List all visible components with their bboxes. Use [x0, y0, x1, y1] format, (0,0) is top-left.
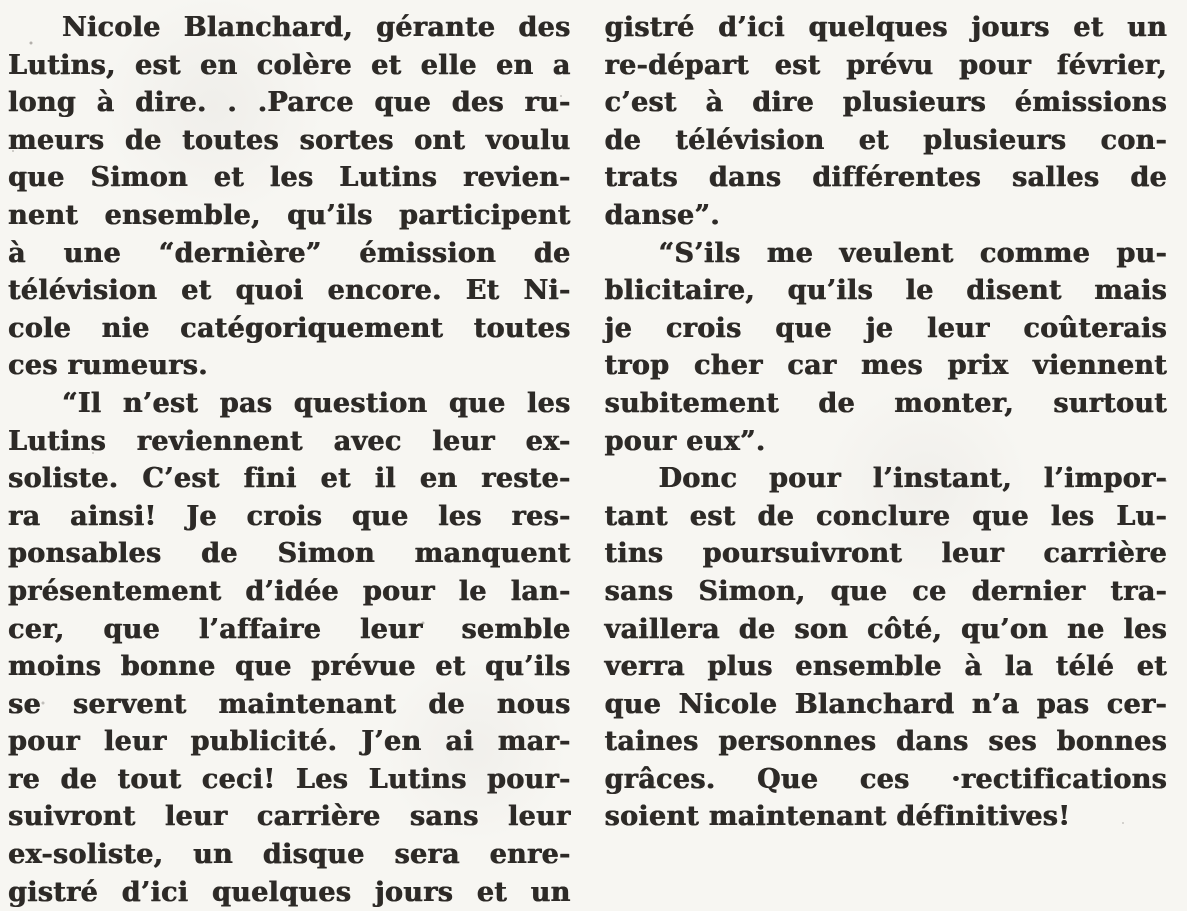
text-line: re-départ est prévu pour février, [604, 49, 1167, 81]
text-line: vaillera de son côté, qu’on ne les [604, 613, 1167, 645]
text-line: Lutins reviennent avec leur ex- [8, 425, 571, 457]
text-line: télévision et quoi encore. Et Ni- [8, 275, 571, 307]
text-line: ex-soliste, un disque sera enre- [8, 839, 571, 871]
text-line: moins bonne que prévue et qu’ils [8, 651, 571, 683]
text-line: Donc pour l’instant, l’impor- [658, 463, 1167, 495]
text-line: ra ainsi! Je crois que les res- [8, 500, 571, 532]
text-line: trats dans différentes salles de [604, 162, 1167, 194]
text-line: soliste. C’est fini et il en reste- [8, 463, 571, 495]
text-line: verra plus ensemble à la télé et [604, 651, 1167, 683]
text-line: blicitaire, qu’ils le disent mais [604, 275, 1167, 307]
text-line: trop cher car mes prix viennent [604, 350, 1167, 382]
text-line: danse”. [604, 199, 720, 231]
text-line: que Nicole Blanchard n’a pas cer- [604, 688, 1167, 720]
text-line: cer, que l’affaire leur semble [8, 613, 571, 645]
text-line: pour leur publicité. J’en ai mar- [8, 726, 571, 758]
text-line: subitement de monter, surtout [604, 387, 1167, 419]
text-line: taines personnes dans ses bonnes [604, 726, 1167, 758]
text-line: tins poursuivront leur carrière [604, 538, 1167, 570]
text-line: pour eux”. [604, 425, 766, 457]
text-line: Nicole Blanchard, gérante des [62, 12, 571, 43]
text-line: “Il n’est pas question que les [62, 387, 571, 419]
article-column-left [8, 9, 571, 908]
cutoff-text-line: gistré d’ici quelques jours et un [8, 876, 571, 908]
text-line: ces rumeurs. [8, 350, 208, 382]
text-line: cole nie catégoriquement toutes [8, 312, 571, 344]
text-line: Lutins, est en colère et elle en a [8, 49, 571, 81]
text-line: ponsables de Simon manquent [8, 538, 571, 570]
text-line: c’est à dire plusieurs émissions [604, 87, 1167, 119]
text-line: présentement d’idée pour le lan- [8, 575, 571, 607]
text-line: tant est de conclure que les Lu- [604, 500, 1167, 532]
text-line: de télévision et plusieurs con- [604, 124, 1167, 156]
text-line: gistré d’ici quelques jours et un [604, 12, 1167, 43]
text-line: que Simon et les Lutins revien- [8, 162, 571, 194]
article-column-right [605, 9, 1168, 883]
text-line: soient maintenant définitives! [604, 801, 1071, 833]
text-line: long à dire. . .Parce que des ru- [8, 87, 571, 119]
text-line: “S’ils me veulent comme pu- [658, 237, 1167, 269]
text-line: meurs de toutes sortes ont voulu [8, 124, 571, 156]
text-line: suivront leur carrière sans leur [8, 801, 571, 833]
text-line: re de tout ceci! Les Lutins pour- [8, 763, 571, 795]
text-line: se servent maintenant de nous [8, 688, 571, 720]
text-line: à une “dernière” émission de [8, 237, 571, 269]
text-line: nent ensemble, qu’ils participent [8, 199, 571, 231]
text-line: grâces. Que ces ·rectifications [604, 763, 1167, 795]
text-line: je crois que je leur coûterais [604, 312, 1167, 344]
text-line: sans Simon, que ce dernier tra- [604, 575, 1167, 607]
